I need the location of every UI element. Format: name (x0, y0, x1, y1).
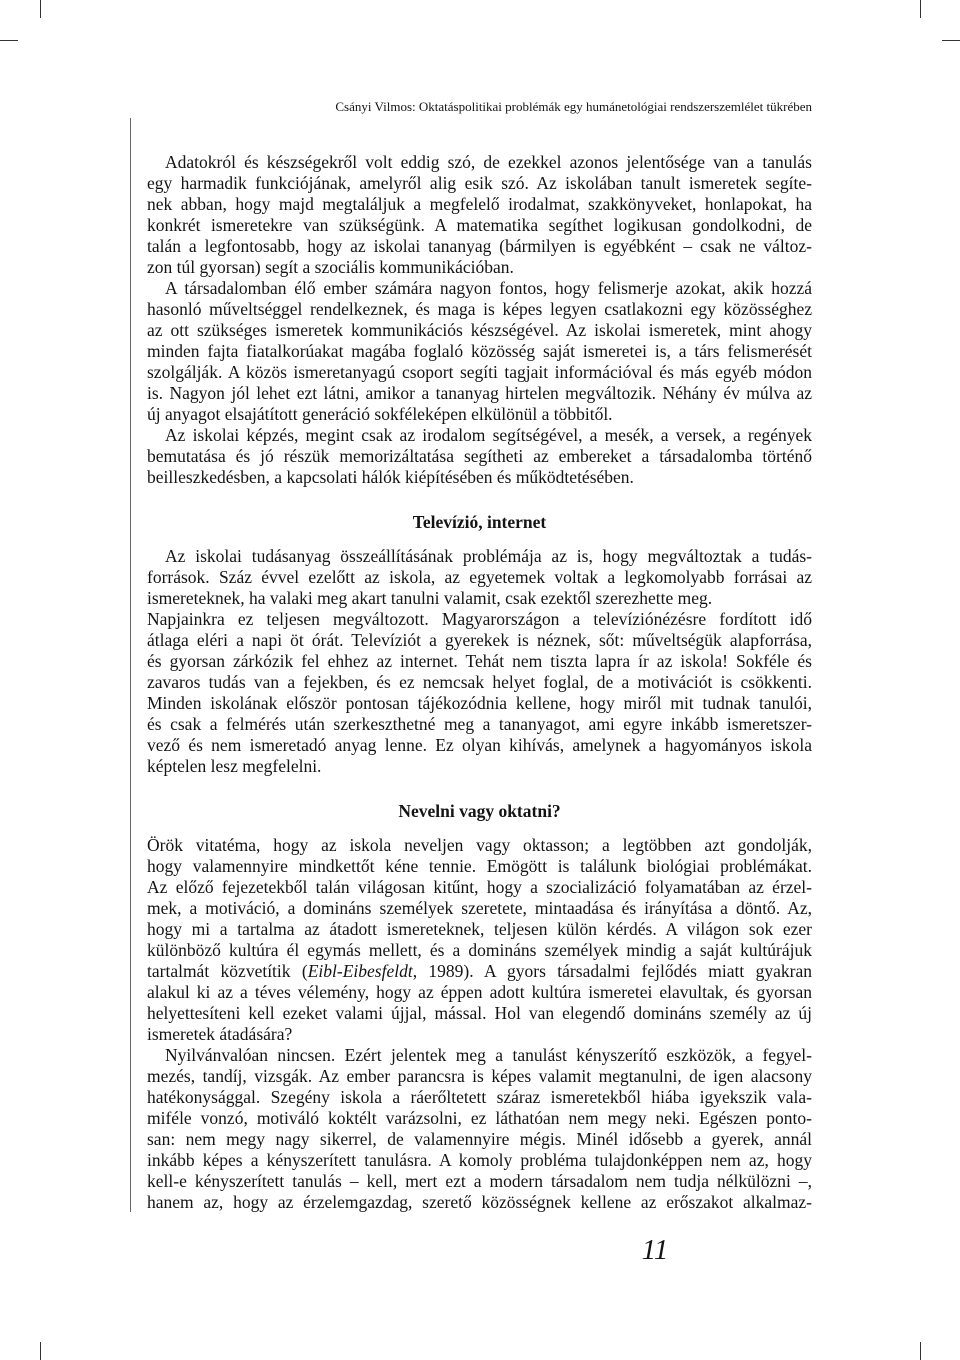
text-line: Az előző fejezetekből talán világosan kitűnt, hogy a szocializáció folyamatában az érzel- (147, 877, 812, 897)
text-line: is. Nagyon jól lehet ezt látni, amikor a tananyag hirtelen megváltozik. Néhány év múlva az (147, 383, 812, 403)
text-line: és gyorsan zárkózik fel ehhez az internet. Tehát nem tiszta lapra ír az iskola! Sokféle és (147, 651, 812, 671)
text-line: képtelen lesz megfelelni. (147, 756, 322, 776)
paragraph (147, 152, 812, 278)
text-line: átlaga eléri a napi öt órát. Televíziót a gyerekek is néznek, sőt: műveltségük alapforrása, (147, 630, 812, 650)
text-line: hogy mi a tartalma az átadott ismereteknek, teljesen külön kérdés. A világon sok ezer (147, 919, 812, 939)
text-segment: tartalmát közvetítik ( (147, 961, 308, 981)
text-line: vező és nem ismeretadó anyag lenne. Ez olyan kihívás, amelynek a hagyományos iskola (147, 735, 812, 755)
text-line: hasonló műveltséggel rendelkeznek, és maga is képes legyen csatlakozni egy közösséghez (147, 299, 812, 319)
page-number: 11 (641, 1234, 669, 1266)
text-line: hogy valamennyire mindkettőt kéne tennie. Emögött is találunk biológiai problémákat. (147, 856, 812, 876)
paragraph (147, 835, 812, 1045)
text-line: beilleszkedésben, a kapcsolati hálók kiépítésében és működtetésében. (147, 467, 634, 487)
text-line: alakul ki az a téves vélemény, hogy az éppen adott kultúra ismeretei elavultak, és gyorsan (147, 982, 812, 1002)
text-line: források. Száz évvel ezelőtt az iskola, az egyetemek voltak a legkomolyabb forrásai az (147, 567, 812, 587)
text-line: hatékonysággal. Szegény iskola a ráerőltetett száraz ismeretekből hiába igyekszik vala- (147, 1087, 812, 1107)
section-nevelni-vagy-oktatni (147, 801, 812, 1213)
text-line: szolgálják. A közös ismeretanyagú csoport segíti tagjait információval és más egyéb módon (147, 362, 812, 382)
text-line: minden fajta fiatalkorúakat magába foglaló közösség saját ismeretei is, a társ felismerését (147, 341, 812, 361)
paragraph (147, 609, 812, 777)
crop-mark (920, 1342, 921, 1360)
text-line: bemutatása és jó részük memorizáltatása segítheti az embereket a társadalomba történő (147, 446, 812, 466)
text-line: A társadalomban élő ember számára nagyon fontos, hogy felismerje azokat, akik hozzá (165, 278, 812, 298)
paragraph (147, 1045, 812, 1213)
text-line: mezés, tandíj, vizsgák. Az ember parancsra is képes valamit megtanulni, de igen alacsony (147, 1066, 812, 1086)
crop-mark (40, 0, 41, 18)
text-line: Örök vitatéma, hogy az iskola neveljen vagy oktasson; a legtöbben azt gondolják, (147, 835, 812, 855)
text-line: zavaros tudás van a fejekben, és ez nemcsak helyet foglal, de a motivációt is csökkenti. (147, 672, 812, 692)
text-line: Napjainkra ez teljesen megváltozott. Magyarországon a televíziónézésre fordított idő (147, 609, 812, 629)
text-line (147, 961, 812, 982)
text-line: különböző kultúra él egymás mellett, és a domináns személyek mindig a saját kultúrájuk (147, 940, 812, 960)
section-heading: Televízió, internet (412, 512, 547, 532)
crop-mark (920, 0, 921, 18)
running-head: Csányi Vilmos: Oktatáspolitikai problémák egy humánetológiai rendszerszemlélet tükrében (335, 99, 812, 114)
text-line: san: nem megy nagy sikerrel, de valamennyire mégis. Minél idősebb a gyerek, annál (147, 1129, 812, 1149)
paragraph (147, 546, 812, 609)
text-line: Minden iskolának először pontosan tájékozódnia kellene, hogy miről mit tudnak tanulói, (147, 693, 812, 713)
text-line: új anyagot elsajátított generáció sokféleképen elkülönül a többitől. (147, 404, 613, 424)
text-line: Nyilvánvalóan nincsen. Ezért jelentek meg a tanulást kényszerítő eszközök, a fegyel- (165, 1045, 812, 1065)
text-line: inkább képes a kényszerített tanulásra. A komoly probléma tulajdonképpen nem az, hogy (147, 1150, 812, 1170)
text-line: és csak a felmérés után szerkeszthetné meg a tananyagot, ami egyre inkább ismeretszer- (147, 714, 812, 734)
text-line: nek abban, hogy majd megtaláljuk a megfelelő irodalmat, szakkönyveket, honlapokat, ha (147, 194, 812, 214)
section-heading: Nevelni vagy oktatni? (398, 801, 561, 821)
text-line: ismereteknek, ha valaki meg akart tanulni valamit, csak ezektől szerezhette meg. (147, 588, 713, 608)
text-line: mek, a motiváció, a domináns személyek szeretete, mintaadása és irányítása a döntő. Az, (147, 898, 812, 918)
citation-author: Eibl-Eibesfeldt (307, 961, 413, 981)
crop-mark (40, 1342, 41, 1360)
text-line: zon túl gyorsan) segít a szociális kommunikációban. (147, 257, 514, 277)
text-line: konkrét ismeretekre van szükségünk. A matematika segíthet logikusan gondolkodni, de (147, 215, 812, 235)
text-line: az ott szükséges ismeretek kommunikációs készségével. Az iskolai ismeretek, mint ahogy (147, 320, 812, 340)
margin-rule (130, 118, 131, 1212)
text-line: talán a legfontosabb, hogy az iskolai tananyag (bármilyen is egyébként – csak ne változ- (147, 236, 812, 256)
paragraph (147, 425, 812, 488)
text-line: miféle vonzó, motiváló koktélt varázsolni, ez láthatóan nem megy neki. Egészen ponto- (147, 1108, 812, 1128)
text-line: Adatokról és készségekről volt eddig szó, de ezekkel azonos jelentősége van a tanulás (165, 152, 812, 172)
section-television-internet (147, 512, 812, 777)
text-line: ismeretek átadására? (147, 1024, 293, 1044)
text-line: hanem az, hogy az érzelemgazdag, szerető közösségnek kellene az erőszakot alkalmaz- (147, 1192, 812, 1212)
text-segment: , 1989). A gyors társadalmi fejlődés miatt gyakran (412, 961, 812, 981)
text-line: helyettesíteni kell ezeket valami újjal, mással. Hol van elegendő domináns személy az új (147, 1003, 812, 1023)
body-text (147, 152, 812, 1213)
paragraph (147, 278, 812, 425)
crop-mark (942, 40, 960, 41)
text-line: kell-e kényszerített tanulás – kell, mert ezt a modern társadalom nem tudja nélkülözni –, (147, 1171, 812, 1191)
text-line: Az iskolai tudásanyag összeállításának problémája az is, hogy megváltoztak a tudás- (165, 546, 812, 566)
text-line: Az iskolai képzés, megint csak az irodalom segítségével, a mesék, a versek, a regények (165, 425, 812, 445)
text-line: egy harmadik funkciójának, amelyről alig esik szó. Az iskolában tanult ismeretek segíte- (147, 173, 812, 193)
crop-mark (0, 40, 18, 41)
